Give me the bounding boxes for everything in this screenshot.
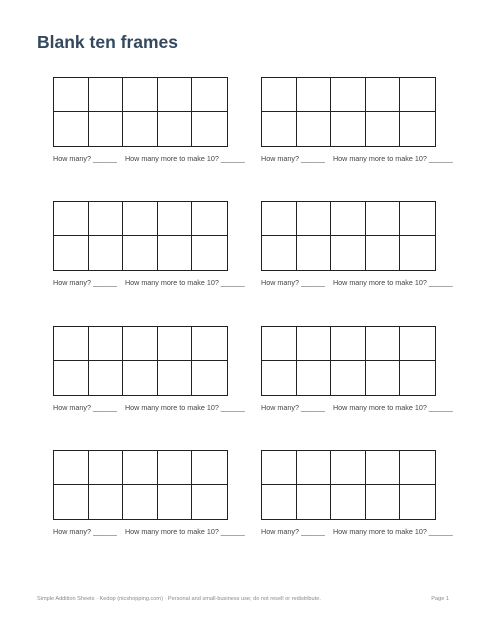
ten-frame: [53, 77, 228, 147]
frame-cell: [262, 78, 297, 112]
frame-cell: [331, 112, 366, 146]
ten-frame-block-7: [37, 450, 245, 550]
frame-cell: [89, 451, 124, 485]
frame-cell: [366, 236, 401, 270]
frame-cell: [297, 202, 332, 236]
frame-cell: [262, 361, 297, 395]
prompt-line: [261, 155, 453, 162]
frame-cell: [400, 327, 435, 361]
prompt-line: [53, 528, 245, 535]
frame-cell: [331, 327, 366, 361]
frame-cell: [400, 112, 435, 146]
prompt-line: [261, 279, 453, 286]
prompt-line: [53, 155, 245, 162]
frame-cell: [158, 236, 193, 270]
how-many-prompt: How many? ______: [53, 154, 117, 163]
frame-cell: [123, 112, 158, 146]
ten-frame-block-4: [245, 201, 453, 301]
make-ten-prompt: How many more to make 10? ______: [124, 154, 245, 163]
ten-frame: [261, 77, 436, 147]
frame-cell: [331, 236, 366, 270]
how-many-prompt: How many? ______: [261, 527, 325, 536]
frame-cell: [331, 361, 366, 395]
make-ten-prompt: How many more to make 10? ______: [124, 527, 245, 536]
frame-cell: [54, 112, 89, 146]
make-ten-prompt: How many more to make 10? ______: [124, 403, 245, 412]
prompt-line: [53, 404, 245, 411]
frame-cell: [158, 327, 193, 361]
frame-cell: [400, 202, 435, 236]
frame-cell: [331, 202, 366, 236]
frame-cell: [192, 78, 227, 112]
frame-cell: [54, 202, 89, 236]
frame-cell: [123, 78, 158, 112]
frame-cell: [366, 202, 401, 236]
frame-cell: [158, 361, 193, 395]
prompt-line: [53, 279, 245, 286]
frame-cell: [123, 361, 158, 395]
frame-cell: [262, 112, 297, 146]
frame-cell: [297, 485, 332, 519]
footer-notice: Simple Addition Sheets · Kedop (nicshopping.com) · Personal and small-business use; do not resell or redistribute.: [37, 596, 321, 602]
frame-cell: [192, 327, 227, 361]
frame-cell: [158, 202, 193, 236]
frame-cell: [366, 451, 401, 485]
how-many-prompt: How many? ______: [53, 278, 117, 287]
frame-cell: [192, 202, 227, 236]
frame-cell: [192, 485, 227, 519]
ten-frame: [53, 201, 228, 271]
frame-cell: [89, 361, 124, 395]
ten-frame-block-6: [245, 326, 453, 426]
make-ten-prompt: How many more to make 10? ______: [332, 154, 453, 163]
frame-cell: [366, 485, 401, 519]
frame-cell: [54, 361, 89, 395]
ten-frame: [53, 326, 228, 396]
frame-cell: [54, 485, 89, 519]
frame-cell: [366, 327, 401, 361]
how-many-prompt: How many? ______: [53, 527, 117, 536]
prompt-line: [261, 404, 453, 411]
frame-cell: [192, 236, 227, 270]
frame-cell: [192, 112, 227, 146]
frame-cell: [366, 78, 401, 112]
frame-cell: [89, 202, 124, 236]
prompt-line: [261, 528, 453, 535]
ten-frame-block-2: [245, 77, 453, 177]
frame-cell: [54, 451, 89, 485]
frame-cell: [331, 78, 366, 112]
frame-cell: [89, 112, 124, 146]
how-many-prompt: How many? ______: [261, 154, 325, 163]
ten-frame: [261, 326, 436, 396]
frame-cell: [89, 236, 124, 270]
frame-cell: [262, 236, 297, 270]
make-ten-prompt: How many more to make 10? ______: [332, 278, 453, 287]
page-number: Page 1: [431, 596, 449, 602]
frame-cell: [297, 361, 332, 395]
frame-cell: [89, 327, 124, 361]
frame-cell: [158, 485, 193, 519]
frame-cell: [297, 327, 332, 361]
frame-cell: [54, 236, 89, 270]
frame-cell: [262, 327, 297, 361]
frame-cell: [400, 78, 435, 112]
frame-cell: [400, 485, 435, 519]
ten-frame-block-3: [37, 201, 245, 301]
frame-cell: [331, 451, 366, 485]
frame-cell: [123, 451, 158, 485]
ten-frame: [261, 450, 436, 520]
frame-cell: [262, 202, 297, 236]
frame-cell: [297, 236, 332, 270]
ten-frame: [53, 450, 228, 520]
frame-cell: [297, 78, 332, 112]
page-title: Blank ten frames: [37, 32, 179, 52]
ten-frame-block-5: [37, 326, 245, 426]
ten-frame-block-1: [37, 77, 245, 177]
make-ten-prompt: How many more to make 10? ______: [124, 278, 245, 287]
frame-cell: [54, 78, 89, 112]
frame-cell: [331, 485, 366, 519]
frame-cell: [123, 236, 158, 270]
how-many-prompt: How many? ______: [261, 403, 325, 412]
frame-cell: [297, 112, 332, 146]
frame-cell: [123, 327, 158, 361]
frame-cell: [89, 78, 124, 112]
frame-cell: [262, 485, 297, 519]
frame-cell: [89, 485, 124, 519]
frame-cell: [366, 361, 401, 395]
frame-cell: [123, 202, 158, 236]
ten-frame: [261, 201, 436, 271]
frame-cell: [158, 112, 193, 146]
how-many-prompt: How many? ______: [261, 278, 325, 287]
frame-cell: [400, 361, 435, 395]
frame-cell: [400, 451, 435, 485]
frame-cell: [54, 327, 89, 361]
make-ten-prompt: How many more to make 10? ______: [332, 403, 453, 412]
frame-cell: [123, 485, 158, 519]
frame-cell: [366, 112, 401, 146]
frame-cell: [297, 451, 332, 485]
frame-cell: [158, 78, 193, 112]
how-many-prompt: How many? ______: [53, 403, 117, 412]
frame-cell: [192, 361, 227, 395]
make-ten-prompt: How many more to make 10? ______: [332, 527, 453, 536]
frame-cell: [262, 451, 297, 485]
frame-cell: [400, 236, 435, 270]
frame-cell: [192, 451, 227, 485]
frame-cell: [158, 451, 193, 485]
ten-frame-block-8: [245, 450, 453, 550]
